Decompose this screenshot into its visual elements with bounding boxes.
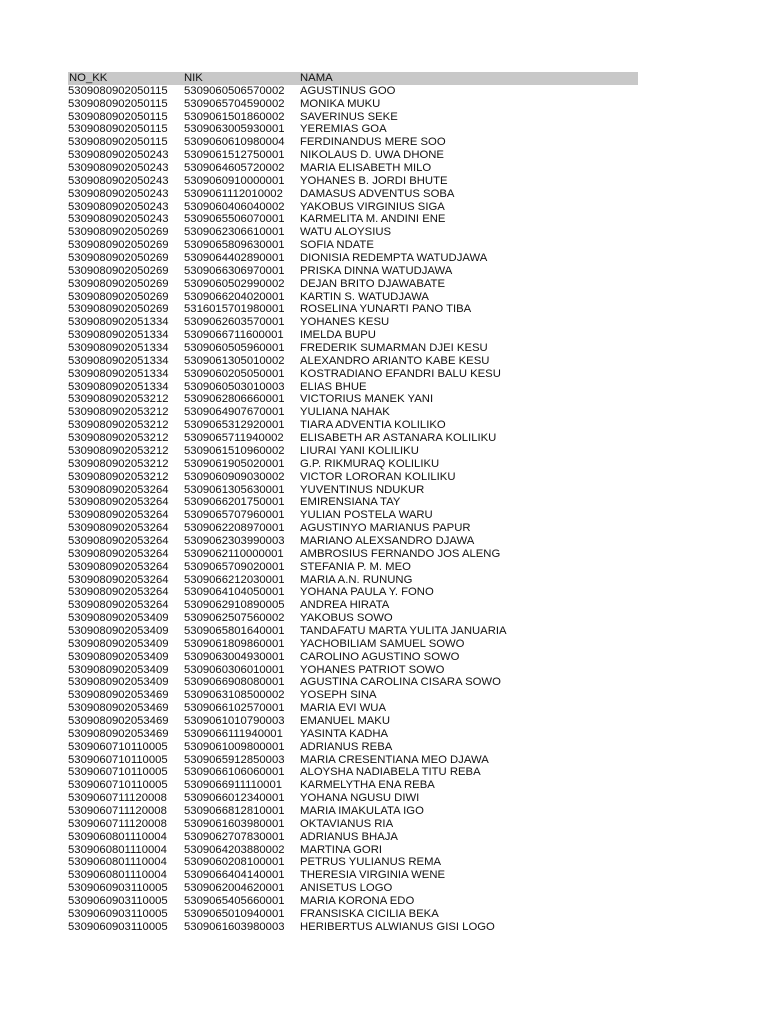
table-row xyxy=(68,715,638,728)
table-row xyxy=(68,393,638,406)
table-row xyxy=(68,213,638,226)
cell-nik: 5309060505960001 xyxy=(184,342,285,355)
cell-no-kk: 5309080902050269 xyxy=(68,277,169,290)
cell-nik: 5309065506070001 xyxy=(184,213,285,226)
table-row xyxy=(68,445,638,458)
cell-no-kk: 5309080902050243 xyxy=(68,174,169,187)
cell-no-kk: 5309080902053264 xyxy=(68,534,169,547)
cell-nik: 5309061501860002 xyxy=(184,110,285,123)
cell-no-kk: 5309080902053264 xyxy=(68,560,169,573)
cell-nik: 5309066111940001 xyxy=(184,727,283,740)
cell-nama: IMELDA BUPU xyxy=(300,329,376,342)
cell-no-kk: 5309080902053264 xyxy=(68,522,169,535)
table-row xyxy=(68,496,638,509)
cell-nik: 5309066404140001 xyxy=(184,869,285,882)
cell-no-kk: 5309080902053264 xyxy=(68,573,169,586)
cell-nama: YUVENTINUS NDUKUR xyxy=(300,483,425,496)
cell-no-kk: 5309080902050115 xyxy=(68,84,168,97)
table-row xyxy=(68,561,638,574)
cell-nik: 5309061112010002 xyxy=(184,187,283,200)
cell-no-kk: 5309080902050115 xyxy=(68,123,168,136)
cell-nama: TIARA ADVENTIA KOLILIKO xyxy=(300,419,446,432)
cell-nama: MONIKA MUKU xyxy=(300,97,381,110)
table-row xyxy=(68,535,638,548)
table-row xyxy=(68,316,638,329)
column-header-nik: NIK xyxy=(184,72,203,84)
table-row xyxy=(68,458,638,471)
cell-no-kk: 5309080902053469 xyxy=(68,689,169,702)
table-row xyxy=(68,676,638,689)
cell-nik: 5309063108500002 xyxy=(184,689,285,702)
cell-nik: 5309066212030001 xyxy=(184,573,285,586)
cell-nama: ALEXANDRO ARIANTO KABE KESU xyxy=(300,354,490,367)
cell-no-kk: 5309080902051334 xyxy=(68,329,169,342)
table-row xyxy=(68,252,638,265)
table-row xyxy=(68,882,638,895)
table-body xyxy=(68,85,638,934)
cell-nama: OKTAVIANUS RIA xyxy=(300,817,394,830)
table-row xyxy=(68,869,638,882)
table-row xyxy=(68,574,638,587)
table-row xyxy=(68,188,638,201)
table-row xyxy=(68,908,638,921)
cell-nik: 5309061512750001 xyxy=(184,149,285,162)
cell-nik: 5309062306610001 xyxy=(184,226,285,239)
table-row xyxy=(68,136,638,149)
table-row xyxy=(68,792,638,805)
cell-no-kk: 5309080902050243 xyxy=(68,149,169,162)
cell-no-kk: 5309080902053212 xyxy=(68,419,169,432)
cell-nama: G.P. RIKMURAQ KOLILIKU xyxy=(300,457,440,470)
cell-nik: 5309063005930001 xyxy=(184,123,285,136)
cell-nama: THERESIA VIRGINIA WENE xyxy=(300,869,446,882)
cell-nama: YOHANES KESU xyxy=(300,316,390,329)
cell-nama: YASINTA KADHA xyxy=(300,727,389,740)
cell-nama: CAROLINO AGUSTINO SOWO xyxy=(300,650,460,663)
cell-no-kk: 5309080902051334 xyxy=(68,367,169,380)
cell-nik: 5309060910000001 xyxy=(184,174,285,187)
table-row xyxy=(68,766,638,779)
cell-nik: 5309061603980001 xyxy=(184,817,285,830)
cell-no-kk: 5309080902053212 xyxy=(68,406,169,419)
cell-no-kk: 5309080902050115 xyxy=(68,136,168,149)
cell-no-kk: 5309080902050269 xyxy=(68,239,169,252)
cell-nama: YOHANA PAULA Y. FONO xyxy=(300,586,434,599)
cell-nik: 5309060306010001 xyxy=(184,663,285,676)
cell-nama: AGUSTINA CAROLINA CISARA SOWO xyxy=(300,676,501,689)
cell-nik: 5309061305630001 xyxy=(184,483,285,496)
cell-nik: 5309065010940001 xyxy=(184,907,285,920)
cell-no-kk: 5309080902053264 xyxy=(68,599,169,612)
table-row xyxy=(68,265,638,278)
cell-nama: MARIA A.N. RUNUNG xyxy=(300,573,413,586)
cell-no-kk: 5309080902050243 xyxy=(68,187,169,200)
cell-no-kk: 5309080902053409 xyxy=(68,663,169,676)
cell-nik: 5309064104050001 xyxy=(184,586,285,599)
cell-nama: MARIANO ALEXSANDRO DJAWA xyxy=(300,534,475,547)
cell-no-kk: 5309080902053409 xyxy=(68,612,169,625)
cell-nama: AGUSTINUS GOO xyxy=(300,84,396,97)
table-row xyxy=(68,586,638,599)
table-row xyxy=(68,162,638,175)
cell-nik: 5309060208100001 xyxy=(184,856,285,869)
cell-nama: MARTINA GORI xyxy=(300,843,383,856)
cell-nik: 5309062303990003 xyxy=(184,534,285,547)
cell-nama: LIURAI YANI KOLILIKU xyxy=(300,444,419,457)
cell-nik: 5309062004620001 xyxy=(184,882,285,895)
cell-nik: 5309062707830001 xyxy=(184,830,285,843)
table-row xyxy=(68,831,638,844)
cell-nama: ELIAS BHUE xyxy=(300,380,367,393)
table-row xyxy=(68,741,638,754)
cell-no-kk: 5309080902053409 xyxy=(68,650,169,663)
cell-nama: MARIA ELISABETH MILO xyxy=(300,162,432,175)
cell-nik: 5309064402890001 xyxy=(184,252,285,265)
cell-no-kk: 5309060711120008 xyxy=(68,792,167,805)
cell-nik: 5309062910890005 xyxy=(184,599,285,612)
cell-nik: 5309060502990002 xyxy=(184,277,285,290)
table-row xyxy=(68,329,638,342)
cell-no-kk: 5309060711120008 xyxy=(68,804,167,817)
table-row xyxy=(68,419,638,432)
cell-no-kk: 5309060710110005 xyxy=(68,753,168,766)
cell-nik: 5309062507560002 xyxy=(184,612,285,625)
cell-no-kk: 5309080902053469 xyxy=(68,727,169,740)
cell-nik: 5309060909030002 xyxy=(184,470,285,483)
cell-nik: 5309061905020001 xyxy=(184,457,285,470)
spreadsheet-table xyxy=(68,72,638,934)
cell-nama: EMANUEL MAKU xyxy=(300,714,390,727)
cell-no-kk: 5309080902053409 xyxy=(68,624,169,637)
cell-nama: AGUSTINYO MARIANUS PAPUR xyxy=(300,522,471,535)
cell-no-kk: 5309080902051334 xyxy=(68,380,169,393)
cell-nik: 5309065707960001 xyxy=(184,509,285,522)
cell-nama: HERIBERTUS ALWIANUS GISI LOGO xyxy=(300,920,495,933)
cell-nik: 5309065809630001 xyxy=(184,239,285,252)
table-row xyxy=(68,625,638,638)
cell-nama: FREDERIK SUMARMAN DJEI KESU xyxy=(300,342,488,355)
cell-nama: EMIRENSIANA TAY xyxy=(300,496,401,509)
cell-no-kk: 5309080902053409 xyxy=(68,637,169,650)
cell-nama: ADRIANUS BHAJA xyxy=(300,830,398,843)
cell-nik: 5309065711940002 xyxy=(184,432,284,445)
table-row xyxy=(68,98,638,111)
cell-no-kk: 5309080902053212 xyxy=(68,470,169,483)
cell-nik: 5309060205050001 xyxy=(184,367,285,380)
cell-no-kk: 5309060710110005 xyxy=(68,779,168,792)
table-row xyxy=(68,291,638,304)
cell-no-kk: 5309080902053264 xyxy=(68,483,169,496)
cell-no-kk: 5309060903110005 xyxy=(68,895,168,907)
cell-nama: YULIANA NAHAK xyxy=(300,406,390,419)
cell-nama: ANISETUS LOGO xyxy=(300,882,393,895)
cell-no-kk: 5309060903110005 xyxy=(68,882,168,895)
cell-nama: YACHOBILIAM SAMUEL SOWO xyxy=(300,637,465,650)
cell-nik: 5309060406040002 xyxy=(184,200,285,213)
cell-no-kk: 5309060801110004 xyxy=(68,869,167,882)
cell-nama: AMBROSIUS FERNANDO JOS ALENG xyxy=(300,547,501,560)
cell-nama: VICTORIUS MANEK YANI xyxy=(300,393,434,406)
cell-nik: 5309066306970001 xyxy=(184,264,285,277)
cell-nama: YOSEPH SINA xyxy=(300,689,377,702)
table-header-row xyxy=(68,72,638,85)
table-row xyxy=(68,638,638,651)
cell-no-kk: 5309080902050269 xyxy=(68,226,169,239)
cell-nik: 5309061305010002 xyxy=(184,354,285,367)
table-row xyxy=(68,355,638,368)
cell-nama: KOSTRADIANO EFANDRI BALU KESU xyxy=(300,367,501,380)
cell-nama: YAKOBUS VIRGINIUS SIGA xyxy=(300,200,445,213)
cell-no-kk: 5309060710110005 xyxy=(68,740,168,753)
cell-nama: NIKOLAUS D. UWA DHONE xyxy=(300,149,444,162)
table-row xyxy=(68,779,638,792)
cell-nama: MARIA KORONA EDO xyxy=(300,895,415,907)
cell-nama: YAKOBUS SOWO xyxy=(300,612,393,625)
cell-nik: 5309066106060001 xyxy=(184,766,285,779)
cell-nama: YOHANES B. JORDI BHUTE xyxy=(300,174,448,187)
cell-nik: 5309061010790003 xyxy=(184,714,285,727)
cell-nik: 5309066911110001 xyxy=(184,779,283,792)
cell-no-kk: 5309080902051334 xyxy=(68,354,169,367)
cell-no-kk: 5309060801110004 xyxy=(68,830,167,843)
table-row xyxy=(68,921,638,934)
cell-no-kk: 5309080902053212 xyxy=(68,457,169,470)
cell-nama: YOHANES PATRIOT SOWO xyxy=(300,663,445,676)
cell-no-kk: 5309060711120008 xyxy=(68,817,167,830)
table-row xyxy=(68,651,638,664)
cell-no-kk: 5309080902050269 xyxy=(68,303,169,316)
cell-nik: 5309065709020001 xyxy=(184,560,285,573)
cell-no-kk: 5309060710110005 xyxy=(68,766,168,779)
cell-nik: 5309064203880002 xyxy=(184,843,285,856)
cell-nik: 5309065405660001 xyxy=(184,895,285,907)
column-header-no-kk: NO_KK xyxy=(69,72,108,84)
cell-no-kk: 5309080902050269 xyxy=(68,252,169,265)
cell-no-kk: 5309080902050115 xyxy=(68,97,168,110)
table-row xyxy=(68,856,638,869)
cell-nik: 5309066102570001 xyxy=(184,702,285,715)
table-row xyxy=(68,342,638,355)
cell-nik: 5309063004930001 xyxy=(184,650,285,663)
cell-nama: YEREMIAS GOA xyxy=(300,123,387,136)
cell-nama: ALOYSHA NADIABELA TITU REBA xyxy=(300,766,481,779)
cell-nik: 5309061009800001 xyxy=(184,740,285,753)
cell-nama: ADRIANUS REBA xyxy=(300,740,393,753)
cell-nama: KARMELYTHA ENA REBA xyxy=(300,779,435,792)
cell-nik: 5309066812810001 xyxy=(184,804,285,817)
cell-nama: STEFANIA P. M. MEO xyxy=(300,560,411,573)
table-row xyxy=(68,728,638,741)
cell-no-kk: 5309080902050243 xyxy=(68,162,169,175)
table-row xyxy=(68,522,638,535)
cell-no-kk: 5309060801110004 xyxy=(68,856,167,869)
cell-nama: MARIA CRESENTIANA MEO DJAWA xyxy=(300,753,489,766)
table-row xyxy=(68,381,638,394)
cell-no-kk: 5309080902053469 xyxy=(68,714,169,727)
cell-nik: 5309066204020001 xyxy=(184,290,285,303)
table-row xyxy=(68,406,638,419)
cell-nik: 5309065912850003 xyxy=(184,753,285,766)
cell-no-kk: 5309080902053264 xyxy=(68,496,169,509)
table-row xyxy=(68,895,638,908)
cell-nama: DEJAN BRITO DJAWABATE xyxy=(300,277,445,290)
cell-no-kk: 5309080902050243 xyxy=(68,200,169,213)
table-row xyxy=(68,664,638,677)
cell-no-kk: 5309080902053212 xyxy=(68,444,169,457)
cell-nama: FRANSISKA CICILIA BEKA xyxy=(300,907,439,920)
cell-nik: 5309062603570001 xyxy=(184,316,285,329)
cell-nama: ELISABETH AR ASTANARA KOLILIKU xyxy=(300,432,497,445)
table-row xyxy=(68,471,638,484)
cell-no-kk: 5309080902050115 xyxy=(68,110,168,123)
cell-no-kk: 5309080902050269 xyxy=(68,264,169,277)
table-row xyxy=(68,599,638,612)
table-row xyxy=(68,303,638,316)
table-row xyxy=(68,689,638,702)
cell-nik: 5309066201750001 xyxy=(184,496,285,509)
table-row xyxy=(68,484,638,497)
cell-nik: 5309061510960002 xyxy=(184,444,285,457)
table-row xyxy=(68,754,638,767)
cell-nik: 5309061603980003 xyxy=(184,920,285,933)
cell-no-kk: 5309080902053264 xyxy=(68,586,169,599)
table-row xyxy=(68,85,638,98)
cell-no-kk: 5309080902053469 xyxy=(68,702,169,715)
cell-nama: SOFIA NDATE xyxy=(300,239,374,252)
cell-no-kk: 5309080902051334 xyxy=(68,342,169,355)
cell-nik: 5316015701980001 xyxy=(184,303,285,316)
cell-no-kk: 5309060903110005 xyxy=(68,907,168,920)
table-row xyxy=(68,805,638,818)
cell-nik: 5309062806660001 xyxy=(184,393,285,406)
cell-nama: YOHANA NGUSU DIWI xyxy=(300,792,420,805)
table-row xyxy=(68,201,638,214)
cell-nama: MARIA IMAKULATA IGO xyxy=(300,804,424,817)
cell-no-kk: 5309060903110005 xyxy=(68,920,168,933)
cell-nik: 5309065312920001 xyxy=(184,419,285,432)
table-row xyxy=(68,818,638,831)
cell-nik: 5309062208970001 xyxy=(184,522,285,535)
cell-no-kk: 5309080902053212 xyxy=(68,432,169,445)
table-row xyxy=(68,368,638,381)
cell-nik: 5309064907670001 xyxy=(184,406,285,419)
cell-nama: DIONISIA REDEMPTA WATUDJAWA xyxy=(300,252,488,265)
table-row xyxy=(68,111,638,124)
table-row xyxy=(68,509,638,522)
cell-nama: PRISKA DINNA WATUDJAWA xyxy=(300,264,453,277)
cell-no-kk: 5309080902053409 xyxy=(68,676,169,689)
table-row xyxy=(68,432,638,445)
cell-no-kk: 5309080902051334 xyxy=(68,316,169,329)
cell-nama: WATU ALOYSIUS xyxy=(300,226,392,239)
cell-nik: 5309065704590002 xyxy=(184,97,285,110)
table-row xyxy=(68,844,638,857)
cell-nama: YULIAN POSTELA WARU xyxy=(300,509,433,522)
cell-nik: 5309060610980004 xyxy=(184,136,285,149)
table-row xyxy=(68,149,638,162)
cell-nik: 5309066908080001 xyxy=(184,676,285,689)
cell-no-kk: 5309080902053264 xyxy=(68,509,169,522)
table-row xyxy=(68,123,638,136)
table-row xyxy=(68,239,638,252)
cell-nama: VICTOR LORORAN KOLILIKU xyxy=(300,470,456,483)
cell-nik: 5309060506570002 xyxy=(184,84,285,97)
table-row xyxy=(68,548,638,561)
cell-nama: SAVERINUS SEKE xyxy=(300,110,398,123)
cell-nama: TANDAFATU MARTA YULITA JANUARIA xyxy=(300,624,507,637)
cell-nama: KARTIN S. WATUDJAWA xyxy=(300,290,429,303)
cell-nama: KARMELITA M. ANDINI ENE xyxy=(300,213,446,226)
cell-nik: 5309066012340001 xyxy=(184,792,285,805)
cell-nik: 5309064605720002 xyxy=(184,162,285,175)
cell-no-kk: 5309080902050243 xyxy=(68,213,169,226)
cell-nama: MARIA EVI WUA xyxy=(300,702,386,715)
table-row xyxy=(68,278,638,291)
cell-nik: 5309060503010003 xyxy=(184,380,285,393)
table-row xyxy=(68,612,638,625)
table-row xyxy=(68,702,638,715)
cell-no-kk: 5309080902053264 xyxy=(68,547,169,560)
cell-nama: PETRUS YULIANUS REMA xyxy=(300,856,442,869)
table-row xyxy=(68,175,638,188)
cell-nik: 5309065801640001 xyxy=(184,624,285,637)
cell-nama: DAMASUS ADVENTUS SOBA xyxy=(300,187,455,200)
cell-nama: FERDINANDUS MERE SOO xyxy=(300,136,446,149)
cell-nama: ROSELINA YUNARTI PANO TIBA xyxy=(300,303,472,316)
cell-no-kk: 5309080902050269 xyxy=(68,290,169,303)
cell-no-kk: 5309080902053212 xyxy=(68,393,169,406)
table-row xyxy=(68,226,638,239)
cell-nik: 5309066711600001 xyxy=(184,329,284,342)
cell-nik: 5309061809860001 xyxy=(184,637,285,650)
cell-nama: ANDREA HIRATA xyxy=(300,599,390,612)
cell-nik: 5309062110000001 xyxy=(184,547,284,560)
column-header-nama: NAMA xyxy=(300,72,333,84)
cell-no-kk: 5309060801110004 xyxy=(68,843,167,856)
